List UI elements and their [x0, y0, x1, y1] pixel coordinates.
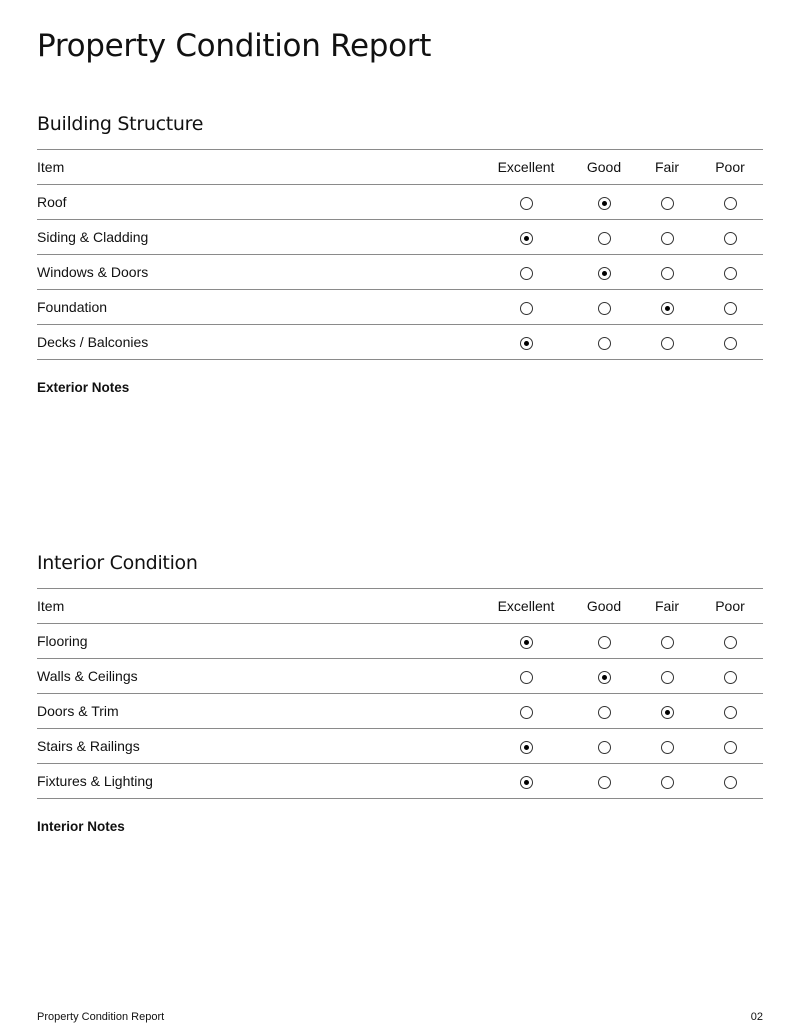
section-heading: Building Structure: [37, 113, 204, 135]
rating-table: [37, 588, 763, 799]
rating-cell: [637, 220, 697, 255]
rating-cell: [637, 185, 697, 220]
radio-poor[interactable]: [724, 776, 737, 789]
notes-label: Interior Notes: [37, 819, 125, 834]
rating-cell: [481, 290, 571, 325]
radio-excellent[interactable]: [520, 776, 533, 789]
row-item-label: Walls & Ceilings: [37, 659, 481, 694]
rating-cell: [697, 659, 763, 694]
rating-cell: [481, 624, 571, 659]
rating-cell: [697, 185, 763, 220]
rating-cell: [697, 255, 763, 290]
rating-table: [37, 149, 763, 360]
radio-fair[interactable]: [661, 636, 674, 649]
radio-fair[interactable]: [661, 776, 674, 789]
rating-cell: [697, 694, 763, 729]
row-item-label: Stairs & Railings: [37, 729, 481, 764]
radio-good[interactable]: [598, 776, 611, 789]
rating-cell: [481, 764, 571, 799]
rating-cell: [481, 659, 571, 694]
radio-good[interactable]: [598, 706, 611, 719]
radio-good[interactable]: [598, 267, 611, 280]
radio-good[interactable]: [598, 337, 611, 350]
column-header-poor: Poor: [697, 589, 763, 624]
table-row: [37, 624, 763, 659]
radio-fair[interactable]: [661, 302, 674, 315]
rating-cell: [571, 729, 637, 764]
column-header-excellent: Excellent: [481, 150, 571, 185]
radio-fair[interactable]: [661, 197, 674, 210]
radio-poor[interactable]: [724, 302, 737, 315]
row-item-label: Flooring: [37, 624, 481, 659]
table-row: [37, 764, 763, 799]
radio-poor[interactable]: [724, 636, 737, 649]
radio-poor[interactable]: [724, 706, 737, 719]
radio-excellent[interactable]: [520, 741, 533, 754]
rating-cell: [481, 255, 571, 290]
row-item-label: Decks / Balconies: [37, 325, 481, 360]
radio-excellent[interactable]: [520, 337, 533, 350]
rating-cell: [697, 729, 763, 764]
rating-cell: [637, 694, 697, 729]
radio-poor[interactable]: [724, 232, 737, 245]
rating-cell: [571, 764, 637, 799]
notes-label: Exterior Notes: [37, 380, 130, 395]
rating-cell: [637, 659, 697, 694]
table-row: [37, 255, 763, 290]
section-interior-condition: [37, 551, 763, 834]
footer-title: Property Condition Report: [37, 1011, 165, 1023]
section-building-structure: [37, 112, 763, 395]
radio-good[interactable]: [598, 302, 611, 315]
rating-cell: [571, 185, 637, 220]
row-item-label: Doors & Trim: [37, 694, 481, 729]
radio-good[interactable]: [598, 671, 611, 684]
rating-cell: [697, 325, 763, 360]
radio-excellent[interactable]: [520, 671, 533, 684]
page-number: 02: [750, 1011, 763, 1023]
column-header-fair: Fair: [637, 589, 697, 624]
radio-poor[interactable]: [724, 197, 737, 210]
table-row: [37, 185, 763, 220]
row-item-label: Roof: [37, 185, 481, 220]
table-row: [37, 325, 763, 360]
rating-cell: [481, 325, 571, 360]
radio-fair[interactable]: [661, 706, 674, 719]
table-row: [37, 220, 763, 255]
row-item-label: Siding & Cladding: [37, 220, 481, 255]
row-item-label: Foundation: [37, 290, 481, 325]
page-title: Property Condition Report: [37, 28, 432, 64]
radio-good[interactable]: [598, 636, 611, 649]
rating-cell: [571, 624, 637, 659]
rating-cell: [697, 764, 763, 799]
rating-cell: [697, 624, 763, 659]
rating-cell: [571, 659, 637, 694]
radio-fair[interactable]: [661, 741, 674, 754]
radio-excellent[interactable]: [520, 636, 533, 649]
radio-poor[interactable]: [724, 337, 737, 350]
radio-good[interactable]: [598, 197, 611, 210]
rating-cell: [571, 255, 637, 290]
radio-poor[interactable]: [724, 741, 737, 754]
row-item-label: Fixtures & Lighting: [37, 764, 481, 799]
rating-cell: [481, 220, 571, 255]
rating-cell: [637, 764, 697, 799]
rating-cell: [571, 290, 637, 325]
column-header-fair: Fair: [637, 150, 697, 185]
rating-cell: [637, 255, 697, 290]
rating-cell: [697, 220, 763, 255]
rating-cell: [571, 694, 637, 729]
section-heading: Interior Condition: [37, 552, 198, 574]
column-header-good: Good: [571, 150, 637, 185]
radio-excellent[interactable]: [520, 302, 533, 315]
rating-cell: [481, 729, 571, 764]
radio-excellent[interactable]: [520, 232, 533, 245]
table-row: [37, 290, 763, 325]
row-item-label: Windows & Doors: [37, 255, 481, 290]
table-row: [37, 729, 763, 764]
table-row: [37, 694, 763, 729]
column-header-excellent: Excellent: [481, 589, 571, 624]
rating-cell: [481, 185, 571, 220]
rating-cell: [481, 694, 571, 729]
rating-cell: [637, 290, 697, 325]
radio-good[interactable]: [598, 741, 611, 754]
rating-cell: [637, 325, 697, 360]
radio-excellent[interactable]: [520, 197, 533, 210]
column-header-item: Item: [37, 150, 481, 185]
rating-cell: [697, 290, 763, 325]
radio-poor[interactable]: [724, 267, 737, 280]
column-header-item: Item: [37, 589, 481, 624]
radio-excellent[interactable]: [520, 706, 533, 719]
radio-fair[interactable]: [661, 337, 674, 350]
radio-poor[interactable]: [724, 671, 737, 684]
radio-excellent[interactable]: [520, 267, 533, 280]
column-header-good: Good: [571, 589, 637, 624]
radio-fair[interactable]: [661, 267, 674, 280]
column-header-poor: Poor: [697, 150, 763, 185]
radio-fair[interactable]: [661, 671, 674, 684]
rating-cell: [571, 220, 637, 255]
rating-cell: [571, 325, 637, 360]
radio-good[interactable]: [598, 232, 611, 245]
rating-cell: [637, 729, 697, 764]
rating-cell: [637, 624, 697, 659]
table-row: [37, 659, 763, 694]
radio-fair[interactable]: [661, 232, 674, 245]
